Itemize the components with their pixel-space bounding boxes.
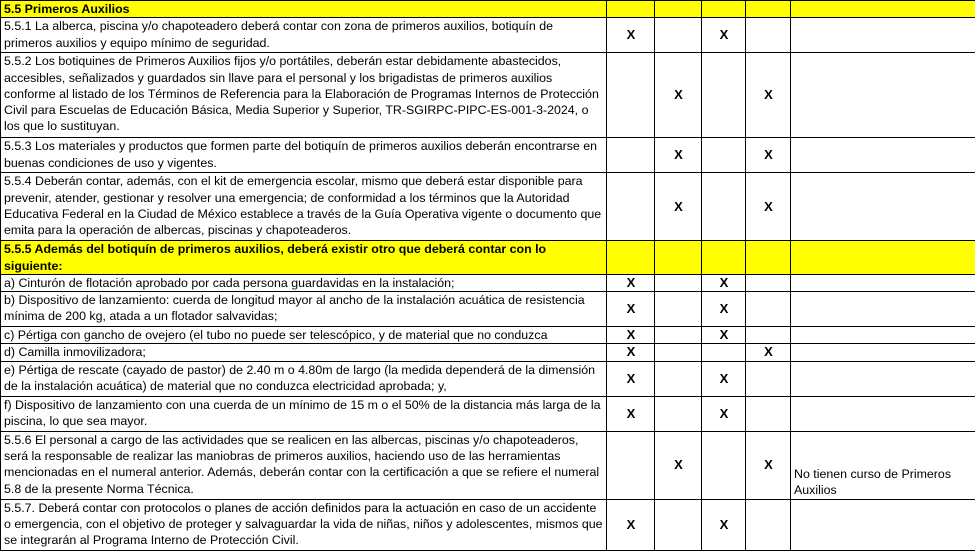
table-row bbox=[1, 173, 975, 241]
section-title: 5.5 Primeros Auxilios bbox=[1, 1, 607, 18]
check-mark-col1: X bbox=[607, 499, 655, 550]
check-mark-col2 bbox=[655, 292, 702, 327]
table-row bbox=[1, 18, 975, 53]
table-row bbox=[1, 292, 975, 327]
requirement-text: 5.5.4 Deberán contar, además, con el kit de emergencia escolar, mismo que deberá estar disponible para prevenir, atender, gestionar y resolver una emergencia; de conformidad a los términos que la Autoridad Educativa Federal en la Ciudad de México establece a través de la Guía Operativa vigente o documento que emita para la operación de albercas, piscinas y chapoteaderos. bbox=[1, 173, 607, 241]
check-mark-col2 bbox=[655, 274, 702, 291]
check-mark-col2: X bbox=[655, 138, 702, 173]
observation-cell: No tienen curso de Primeros Auxilios bbox=[791, 431, 975, 499]
header-cell bbox=[655, 241, 702, 275]
check-mark-col4 bbox=[746, 292, 791, 327]
header-cell bbox=[607, 1, 655, 18]
check-mark-col1 bbox=[607, 173, 655, 241]
check-mark-col2 bbox=[655, 499, 702, 550]
check-mark-col4 bbox=[746, 274, 791, 291]
check-mark-col4 bbox=[746, 18, 791, 53]
check-mark-col4: X bbox=[746, 431, 791, 499]
observation-cell bbox=[791, 361, 975, 396]
check-mark-col1: X bbox=[607, 396, 655, 431]
check-mark-col3 bbox=[702, 53, 746, 138]
check-mark-col3: X bbox=[702, 292, 746, 327]
table-row bbox=[1, 138, 975, 173]
requirement-text: d) Camilla inmovilizadora; bbox=[1, 344, 607, 361]
check-mark-col2: X bbox=[655, 431, 702, 499]
header-cell bbox=[655, 1, 702, 18]
requirement-text: 5.5.6 El personal a cargo de las actividades que se realicen en las albercas, piscinas y/o chapoteaderos, será la responsable de realizar las maniobras de primeros auxilios, haciendo uso de las herramientas mencionadas en el numeral anterior. Además, deberán contar con la certificación a que se refiere el numeral 5.8 de la presente Norma Técnica. bbox=[1, 431, 607, 499]
requirement-text: c) Pértiga con gancho de ovejero (el tubo no puede ser telescópico, y de material que no conduzca bbox=[1, 327, 607, 344]
observation-cell bbox=[791, 138, 975, 173]
table-row bbox=[1, 499, 975, 550]
requirement-text: 5.5.7. Deberá contar con protocolos o planes de acción definidos para la actuación en caso de un accidente o emergencia, con el objetivo de proteger y salvaguardar la vida de niñas, niños y adolescentes, mismos que se integrarán al Programa Interno de Protección Civil. bbox=[1, 499, 607, 550]
check-mark-col2 bbox=[655, 327, 702, 344]
observation-cell bbox=[791, 53, 975, 138]
header-cell bbox=[702, 241, 746, 275]
check-mark-col1: X bbox=[607, 292, 655, 327]
check-mark-col4 bbox=[746, 361, 791, 396]
requirement-text: 5.5.3 Los materiales y productos que formen parte del botiquín de primeros auxilios deberán encontrarse en buenas condiciones de uso y vigentes. bbox=[1, 138, 607, 173]
observation-cell bbox=[791, 292, 975, 327]
check-mark-col4 bbox=[746, 499, 791, 550]
check-mark-col2: X bbox=[655, 53, 702, 138]
check-mark-col4 bbox=[746, 396, 791, 431]
header-cell bbox=[746, 1, 791, 18]
header-cell bbox=[791, 241, 975, 275]
section-header-row bbox=[1, 241, 975, 275]
check-mark-col3 bbox=[702, 344, 746, 361]
table-row bbox=[1, 344, 975, 361]
check-mark-col2 bbox=[655, 344, 702, 361]
check-mark-col4: X bbox=[746, 138, 791, 173]
header-cell bbox=[702, 1, 746, 18]
check-mark-col1: X bbox=[607, 361, 655, 396]
observation-cell bbox=[791, 396, 975, 431]
check-mark-col2 bbox=[655, 18, 702, 53]
observation-cell bbox=[791, 173, 975, 241]
check-mark-col4: X bbox=[746, 344, 791, 361]
check-mark-col4: X bbox=[746, 173, 791, 241]
check-mark-col2 bbox=[655, 361, 702, 396]
check-mark-col3 bbox=[702, 138, 746, 173]
observation-cell bbox=[791, 274, 975, 291]
check-mark-col2: X bbox=[655, 173, 702, 241]
check-mark-col4: X bbox=[746, 53, 791, 138]
requirement-text: 5.5.2 Los botiquines de Primeros Auxilios fijos y/o portátiles, deberán estar debidamente abastecidos, accesibles, señalizados y guardados sin llave para el personal y los brigadistas de primeros auxilios conforme al listado de los Términos de Referencia para la Elaboración de Programas Internos de Protección Civil para Escuelas de Educación Básica, Media Superior y Superior, TR-SGIRPC-PIPC-ES-001-3-2024, o los que lo sustituyan. bbox=[1, 53, 607, 138]
check-mark-col3 bbox=[702, 431, 746, 499]
check-mark-col3: X bbox=[702, 18, 746, 53]
table-row bbox=[1, 431, 975, 499]
check-mark-col3: X bbox=[702, 274, 746, 291]
table-row bbox=[1, 274, 975, 291]
requirement-text: f) Dispositivo de lanzamiento con una cuerda de un mínimo de 15 m o el 50% de la distancia más larga de la piscina, lo que sea mayor. bbox=[1, 396, 607, 431]
header-cell bbox=[746, 241, 791, 275]
check-mark-col3 bbox=[702, 173, 746, 241]
header-cell bbox=[607, 241, 655, 275]
observation-cell bbox=[791, 344, 975, 361]
observation-cell bbox=[791, 18, 975, 53]
check-mark-col2 bbox=[655, 396, 702, 431]
check-mark-col4 bbox=[746, 327, 791, 344]
requirement-text: a) Cinturón de flotación aprobado por cada persona guardavidas en la instalación; bbox=[1, 274, 607, 291]
table-row bbox=[1, 327, 975, 344]
check-mark-col3: X bbox=[702, 327, 746, 344]
requirement-text: 5.5.1 La alberca, piscina y/o chapoteadero deberá contar con zona de primeros auxilios, botiquín de primeros auxilios y equipo mínimo de seguridad. bbox=[1, 18, 607, 53]
observation-cell bbox=[791, 327, 975, 344]
check-mark-col1: X bbox=[607, 274, 655, 291]
requirement-text: e) Pértiga de rescate (cayado de pastor) de 2.40 m o 4.80m de largo (la medida dependerá de la dimensión de la instalación acuática) de material que no conduzca electricidad aprobada; y, bbox=[1, 361, 607, 396]
table-row bbox=[1, 361, 975, 396]
check-mark-col1 bbox=[607, 53, 655, 138]
check-mark-col1: X bbox=[607, 327, 655, 344]
section-header-row bbox=[1, 1, 975, 18]
check-mark-col1 bbox=[607, 138, 655, 173]
section-title: 5.5.5 Además del botiquín de primeros auxilios, deberá existir otro que deberá contar con lo siguiente: bbox=[1, 241, 607, 275]
check-mark-col3: X bbox=[702, 396, 746, 431]
requirement-text: b) Dispositivo de lanzamiento: cuerda de longitud mayor al ancho de la instalación acuática de resistencia mínima de 200 kg, atada a un flotador salvavidas; bbox=[1, 292, 607, 327]
check-mark-col3: X bbox=[702, 361, 746, 396]
table-row bbox=[1, 53, 975, 138]
check-mark-col1: X bbox=[607, 18, 655, 53]
check-mark-col1 bbox=[607, 431, 655, 499]
header-cell bbox=[791, 1, 975, 18]
table-row bbox=[1, 396, 975, 431]
observation-cell bbox=[791, 499, 975, 550]
check-mark-col1: X bbox=[607, 344, 655, 361]
check-mark-col3: X bbox=[702, 499, 746, 550]
